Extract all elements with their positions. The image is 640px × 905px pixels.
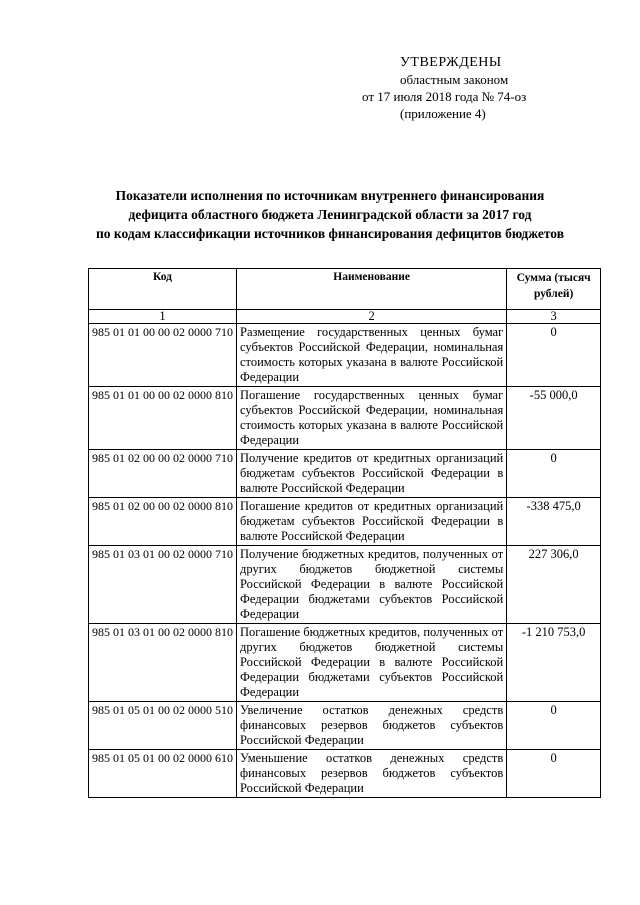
approval-title: УТВЕРЖДЕНЫ bbox=[400, 55, 502, 70]
title-line-3: по кодам классификации источников финансирования дефицитов бюджетов bbox=[96, 226, 564, 241]
header-name: Наименование bbox=[237, 269, 507, 310]
row-sum: 0 bbox=[507, 750, 601, 798]
row-code: 985 01 05 01 00 02 0000 610 bbox=[89, 750, 237, 798]
row-sum: 0 bbox=[507, 702, 601, 750]
row-sum: 0 bbox=[507, 324, 601, 387]
table-row bbox=[89, 750, 601, 798]
table-row bbox=[89, 498, 601, 546]
row-code: 985 01 03 01 00 02 0000 810 bbox=[89, 624, 237, 702]
row-sum: -55 000,0 bbox=[507, 387, 601, 450]
row-name: Получение бюджетных кредитов, полученных от других бюджетов бюджетной системы Российской Федерации в валюте Российской Федерации бюджетами субъектов Российской Федерации bbox=[237, 546, 507, 624]
table-row bbox=[89, 624, 601, 702]
title-line-2: дефицита областного бюджета Ленинградской области за 2017 год bbox=[128, 207, 532, 222]
row-code: 985 01 03 01 00 02 0000 710 bbox=[89, 546, 237, 624]
row-sum: 0 bbox=[507, 450, 601, 498]
row-code: 985 01 05 01 00 02 0000 510 bbox=[89, 702, 237, 750]
table-row bbox=[89, 324, 601, 387]
approval-appendix: (приложение 4) bbox=[400, 106, 486, 121]
table-header-row bbox=[89, 269, 601, 310]
header-code: Код bbox=[89, 269, 237, 310]
table-row bbox=[89, 546, 601, 624]
row-code: 985 01 01 00 00 02 0000 810 bbox=[89, 387, 237, 450]
row-name: Погашение государственных ценных бумаг субъектов Российской Федерации, номинальная стоимость которых указана в валюте Российской Федерации bbox=[237, 387, 507, 450]
row-code: 985 01 02 00 00 02 0000 710 bbox=[89, 450, 237, 498]
column-number-3: 3 bbox=[507, 310, 601, 324]
row-code: 985 01 01 00 00 02 0000 710 bbox=[89, 324, 237, 387]
title-line-1: Показатели исполнения по источникам внутреннего финансирования bbox=[115, 188, 545, 203]
row-name: Получение кредитов от кредитных организаций бюджетам субъектов Российской Федерации в валюте Российской Федерации bbox=[237, 450, 507, 498]
row-code: 985 01 02 00 00 02 0000 810 bbox=[89, 498, 237, 546]
table-row bbox=[89, 450, 601, 498]
header-sum: Сумма (тысяч рублей) bbox=[507, 269, 601, 310]
table-row bbox=[89, 387, 601, 450]
row-name: Погашение бюджетных кредитов, полученных от других бюджетов бюджетной системы Российской Федерации в валюте Российской Федерации бюджетами субъектов Российской Федерации bbox=[237, 624, 507, 702]
row-sum: -1 210 753,0 bbox=[507, 624, 601, 702]
row-name: Размещение государственных ценных бумаг субъектов Российской Федерации, номинальная стоимость которых указана в валюте Российской Федерации bbox=[237, 324, 507, 387]
document-title bbox=[60, 186, 600, 243]
approval-date: от 17 июля 2018 года № 74-оз bbox=[362, 89, 527, 104]
row-name: Погашение кредитов от кредитных организаций бюджетам субъектов Российской Федерации в валюте Российской Федерации bbox=[237, 498, 507, 546]
row-sum: 227 306,0 bbox=[507, 546, 601, 624]
row-name: Увеличение остатков денежных средств финансовых резервов бюджетов субъектов Российской Федерации bbox=[237, 702, 507, 750]
approval-law: областным законом bbox=[400, 72, 509, 87]
column-number-2: 2 bbox=[237, 310, 507, 324]
row-sum: -338 475,0 bbox=[507, 498, 601, 546]
column-number-1: 1 bbox=[89, 310, 237, 324]
row-name: Уменьшение остатков денежных средств финансовых резервов бюджетов субъектов Российской Федерации bbox=[237, 750, 507, 798]
column-number-row bbox=[89, 310, 601, 324]
financing-sources-table bbox=[88, 268, 601, 798]
table-row bbox=[89, 702, 601, 750]
approval-stamp bbox=[362, 54, 526, 122]
